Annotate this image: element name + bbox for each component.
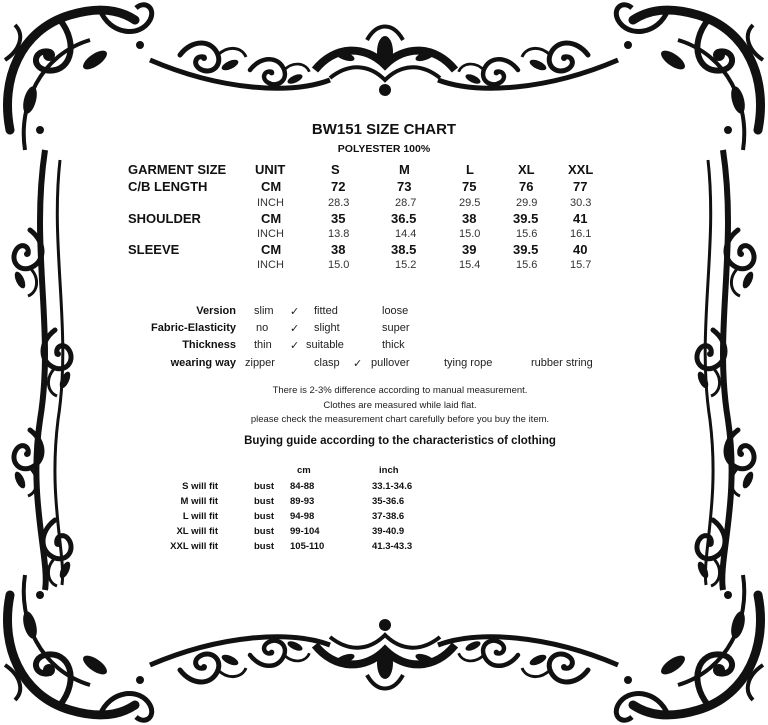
header-size-m: M — [399, 162, 410, 177]
value-cm-m: 36.5 — [391, 211, 417, 226]
guide-row-cm: 94-98 — [290, 511, 315, 522]
attr-label-thickness: Thickness — [182, 339, 236, 351]
value-cm-xxl: 41 — [573, 211, 588, 226]
value-inch-xl: 29.9 — [516, 197, 538, 209]
header-size-s: S — [331, 162, 340, 177]
row-label-shoulder: SHOULDER — [128, 211, 201, 226]
value-inch-xxl: 16.1 — [570, 228, 592, 240]
unit-cm: CM — [261, 211, 282, 226]
unit-inch: INCH — [257, 259, 284, 271]
attr-option: tying rope — [444, 357, 493, 369]
attr-option: pullover — [371, 357, 410, 369]
row-label-sleeve: SLEEVE — [128, 242, 180, 257]
guide-row-inch: 33.1-34.6 — [372, 481, 413, 492]
value-cm-m: 38.5 — [391, 242, 417, 257]
attr-option: super — [382, 322, 410, 334]
guide-row-part: bust — [254, 496, 275, 507]
unit-cm: CM — [261, 242, 282, 257]
value-cm-s: 72 — [331, 179, 346, 194]
value-inch-s: 15.0 — [328, 259, 350, 271]
guide-row-inch: 39-40.9 — [372, 526, 405, 537]
attr-option: thin — [254, 339, 272, 351]
value-inch-l: 15.4 — [459, 259, 481, 271]
checkmark-icon: ✓ — [290, 323, 300, 335]
header-unit: UNIT — [255, 162, 286, 177]
checkmark-icon: ✓ — [290, 306, 300, 318]
attr-label-version: Version — [196, 305, 236, 317]
value-cm-m: 73 — [397, 179, 412, 194]
attr-option: suitable — [306, 339, 344, 351]
value-inch-xl: 15.6 — [516, 259, 538, 271]
header-size-xxl: XXL — [568, 162, 594, 177]
value-cm-xxl: 40 — [573, 242, 588, 257]
header-size-xl: XL — [518, 162, 535, 177]
buying-guide-title: Buying guide according to the characteristics of clothing — [244, 435, 556, 447]
attr-option: zipper — [245, 357, 275, 369]
guide-col-cm: cm — [297, 465, 311, 476]
unit-cm: CM — [261, 179, 282, 194]
value-inch-xxl: 15.7 — [570, 259, 592, 271]
value-inch-s: 28.3 — [328, 197, 350, 209]
value-cm-l: 39 — [462, 242, 477, 257]
value-inch-xl: 15.6 — [516, 228, 538, 240]
attr-label-fabric-elasticity: Fabric-Elasticity — [151, 322, 236, 334]
guide-row-label: L will fit — [182, 511, 218, 522]
guide-row-label: XL will fit — [176, 526, 218, 537]
value-inch-m: 14.4 — [395, 228, 417, 240]
value-cm-l: 38 — [462, 211, 477, 226]
attr-option: fitted — [314, 305, 338, 317]
guide-row-part: bust — [254, 526, 275, 537]
value-cm-s: 35 — [331, 211, 346, 226]
value-cm-xl: 76 — [519, 179, 534, 194]
value-cm-l: 75 — [462, 179, 477, 194]
guide-row-label: M will fit — [180, 496, 218, 507]
guide-col-inch: inch — [379, 465, 399, 476]
attr-option: slim — [254, 305, 274, 317]
value-inch-s: 13.8 — [328, 228, 350, 240]
attr-option: rubber string — [531, 357, 593, 369]
header-size-l: L — [466, 162, 474, 177]
attr-option: slight — [314, 322, 340, 334]
guide-row-part: bust — [254, 481, 275, 492]
guide-row-label: XXL will fit — [170, 541, 218, 552]
row-label-cb-length: C/B LENGTH — [128, 179, 208, 194]
guide-row-inch: 37-38.6 — [372, 511, 405, 522]
page-subtitle: POLYESTER 100% — [337, 143, 431, 155]
note-line: There is 2-3% difference according to manual measurement. — [272, 385, 528, 396]
checkmark-icon: ✓ — [353, 358, 363, 370]
header-garment-size: GARMENT SIZE — [128, 162, 227, 177]
guide-row-inch: 41.3-43.3 — [372, 541, 413, 552]
value-inch-m: 28.7 — [395, 197, 417, 209]
value-cm-xxl: 77 — [573, 179, 588, 194]
value-cm-xl: 39.5 — [513, 211, 539, 226]
value-cm-s: 38 — [331, 242, 346, 257]
page-title: BW151 SIZE CHART — [311, 121, 457, 138]
guide-row-cm: 105-110 — [290, 541, 325, 552]
attr-option: loose — [382, 305, 409, 317]
value-inch-xxl: 30.3 — [570, 197, 592, 209]
guide-row-cm: 84-88 — [290, 481, 315, 492]
value-inch-m: 15.2 — [395, 259, 417, 271]
guide-row-part: bust — [254, 511, 275, 522]
guide-row-cm: 89-93 — [290, 496, 315, 507]
guide-row-part: bust — [254, 541, 275, 552]
guide-row-inch: 35-36.6 — [372, 496, 405, 507]
checkmark-icon: ✓ — [290, 340, 300, 352]
note-line: Clothes are measured while laid flat. — [323, 400, 477, 411]
value-cm-xl: 39.5 — [513, 242, 539, 257]
note-line: please check the measurement chart carefully before you buy the item. — [250, 414, 550, 425]
unit-inch: INCH — [257, 197, 284, 209]
guide-row-cm: 99-104 — [290, 526, 320, 537]
attr-label-wearing-way: wearing way — [170, 357, 236, 369]
guide-row-label: S will fit — [182, 481, 218, 492]
attr-option: clasp — [314, 357, 340, 369]
value-inch-l: 15.0 — [459, 228, 481, 240]
attr-option: thick — [382, 339, 405, 351]
unit-inch: INCH — [257, 228, 284, 240]
value-inch-l: 29.5 — [459, 197, 481, 209]
attr-option: no — [256, 322, 269, 334]
